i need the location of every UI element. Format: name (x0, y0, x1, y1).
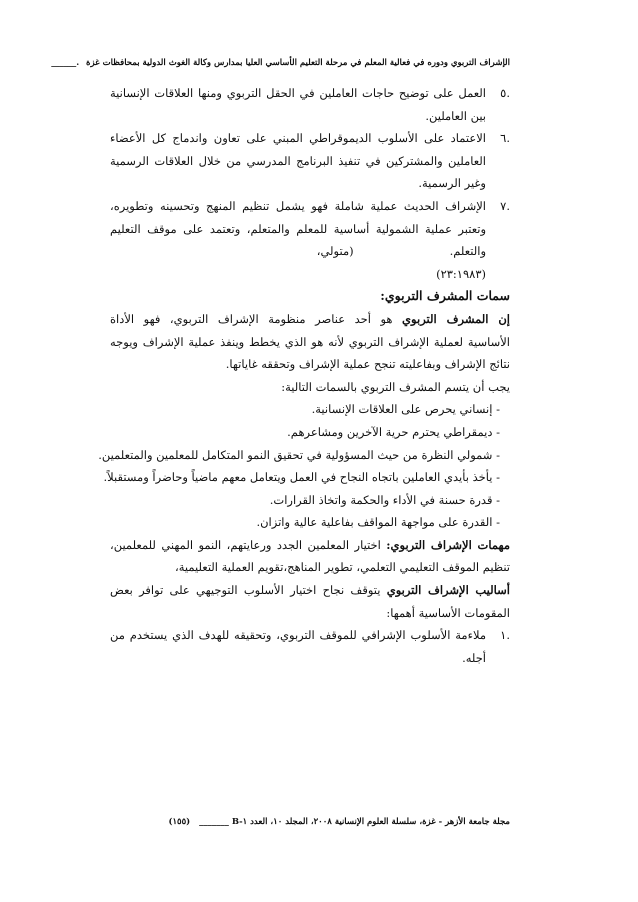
list-item-6-line-1: .٦الاعتماد على الأسلوب الديموقراطي المبني على تعاون واندماج كل الأعضاء (110, 127, 510, 150)
list-item-6-number: .٦ (500, 131, 510, 146)
trait-bullet: - القدرة على مواجهة المواقف بفاعلية عالية واتزان. (256, 515, 500, 530)
trait-bullet: - ديمقراطي يحترم حرية الآخرين ومشاعرهم. (287, 424, 500, 439)
list-item-6-line-3: وغير الرسمية. (418, 176, 486, 191)
methods-line-1: أساليب الإشراف التربوي يتوقف نجاح اختيار الأسلوب التوجيهي على توافر بعض (110, 583, 510, 598)
traits-intro-line-2: الأساسية لعملية الإشراف التربوي لأنه هو الذي يخطط وينفذ عملية الإشراف ويوجه (110, 334, 510, 349)
methods-item-1-number: .١ (500, 628, 510, 643)
header-title: الإشراف التربوي ودوره في فعالية المعلم في مرحلة التعليم الأساسي العليا بمدارس وكالة الغوث الدولية بمحافظات غزة (86, 58, 510, 68)
traits-intro-line-1: إن المشرف التربوي هو أحد عناصر منظومة الإشراف التربوي، فهو الأداة (110, 311, 511, 326)
trait-bullet: - شمولي النظرة من حيث المسؤولية في تحقيق النمو المتكامل للمعلمين والمتعلمين. (98, 447, 500, 462)
citation-author: (متولي، (316, 244, 354, 259)
tasks-line-2: تنظيم الموقف التعليمي التعلمي، تطوير المناهج،تقويم العملية التعليمية، (175, 560, 510, 575)
traits-intro-line-3: نتائج الإشراف وبفاعليته تنجح عملية الإشراف وتحققه غاياتها. (225, 357, 510, 372)
methods-line-2: المقومات الأساسية أهمها: (386, 605, 510, 620)
list-item-6-line-2: العاملين والمشتركين في تنفيذ البرنامج المدرسي من خلال العلاقات الرسمية (110, 153, 486, 168)
methods-item-1-line-2: أجله. (462, 650, 486, 665)
list-item-5-line-1: .٥العمل على توضيح حاجات العاملين في الحقل التربوي ومنها العلاقات الإنسانية (110, 82, 510, 105)
running-header (51, 58, 510, 68)
section-heading-traits: سمات المشرف التربوي: (380, 288, 510, 304)
document-body (98, 82, 511, 669)
list-item-7-line-2: وتعتبر عملية الشمولية أساسية للمعلم والمتعلم، وتعتمد على موقف التعليم (110, 221, 486, 236)
trait-bullet: - إنساني يحرص على العلاقات الإنسانية. (311, 402, 500, 417)
citation-year: (٢٣:١٩٨٣) (436, 266, 486, 281)
footer-journal: مجلة جامعة الأزهر - غزة، سلسلة العلوم الإنسانية ٢٠٠٨، المجلد ١٠، العدد ١-B (231, 817, 510, 827)
list-item-7-number: .٧ (500, 198, 510, 213)
traits-intro-line-4: يجب أن يتسم المشرف التربوي بالسمات التالية: (281, 379, 510, 394)
list-item-5-number: .٥ (500, 86, 510, 100)
page-number: (١٥٥) (168, 817, 191, 827)
list-item-5-line-2: بين العاملين. (425, 108, 486, 123)
trait-bullet: - يأخذ بأيدي العاملين باتجاه النجاح في العمل ويتعامل معهم ماضياً وحاضراً ومستقبلاً. (103, 470, 500, 485)
traits-intro-bold: إن المشرف التربوي (402, 311, 511, 326)
list-item-7-line-3: والتعلم.(متولي، (110, 240, 510, 263)
running-footer (110, 817, 510, 827)
tasks-label: مهمات الإشراف التربوي: (386, 537, 510, 552)
list-item-7-line-1: .٧الإشراف الحديث عملية شاملة فهو يشمل تنظيم المنهج وتحسينه وتطويره، (110, 195, 510, 218)
trait-bullet: - قدرة حسنة في الأداء والحكمة واتخاذ القرارات. (269, 492, 500, 507)
methods-label: أساليب الإشراف التربوي (386, 583, 510, 598)
methods-item-1-line-1: .١ملاءمة الأسلوب الإشرافي للموقف التربوي، وتحقيقه للهدف الذي يستخدم من (110, 624, 510, 647)
tasks-line-1: مهمات الإشراف التربوي: اختيار المعلمين الجدد ورعايتهم، النمو المهني للمعلمين، (110, 537, 510, 552)
footer-rule: _______ (199, 817, 229, 827)
header-rule: .______ (51, 58, 80, 68)
